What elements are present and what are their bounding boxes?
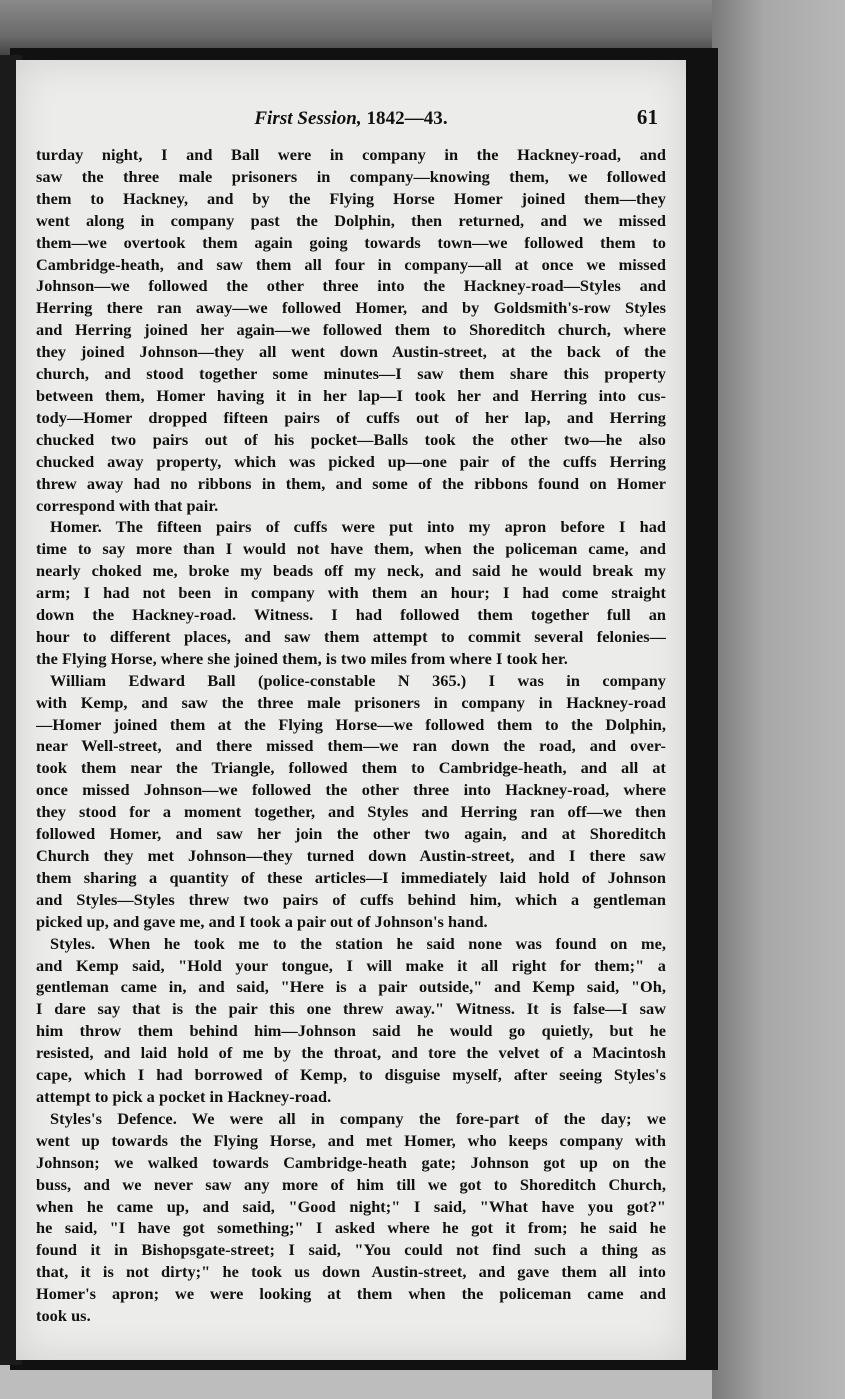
body-text [36, 144, 666, 1327]
text-line: they stood for a moment together, and Styles and Herring ran off—we then [36, 802, 666, 822]
text-line: chucked two pairs out of his pocket—Balls took the other two—he also [36, 429, 666, 449]
text-line: gentleman came in, and said, "Here is a pair outside," and Kemp said, "Oh, [36, 977, 666, 997]
text-line: nearly choked me, broke my beads off my neck, and said he would break my [36, 561, 666, 581]
text-line: hour to different places, and saw them attempt to commit several felonies— [36, 626, 666, 646]
text-line: Homer's apron; we were looking at them when the policeman came and [36, 1284, 666, 1304]
text-line: Johnson—we followed the other three into the Hackney-road—Styles and [36, 276, 666, 296]
text-line: and Styles—Styles threw two pairs of cuffs behind him, which a gentleman [36, 889, 666, 909]
text-line: and Kemp said, "Hold your tongue, I will make it all right for them;" a [36, 955, 666, 975]
text-line: took them near the Triangle, followed them to Cambridge-heath, and all at [36, 758, 666, 778]
text-line: him throw them behind him—Johnson said he would go quietly, but he [36, 1021, 666, 1041]
text-line: chucked away property, which was picked up—one pair of the cuffs Herring [36, 451, 666, 471]
text-line: and Herring joined her again—we followed them to Shoreditch church, where [36, 320, 666, 340]
text-line: Styles's Defence. We were all in company the fore-part of the day; we [50, 1108, 666, 1128]
text-line: Herring there ran away—we followed Homer, and by Goldsmith's-row Styles [36, 298, 666, 318]
text-line: Johnson; we walked towards Cambridge-heath gate; Johnson got up on the [36, 1152, 666, 1172]
text-line: saw the three male prisoners in company—knowing them, we followed [36, 166, 666, 186]
text-line: I dare say that is the pair this one threw away." Witness. It is false—I saw [36, 999, 666, 1019]
page-header [36, 105, 666, 134]
text-line: arm; I had not been in company with them an hour; I had come straight [36, 583, 666, 603]
text-line: them—we overtook them again going towards town—we followed them to [36, 232, 666, 252]
page-text-block [36, 105, 666, 1327]
text-line: followed Homer, and saw her join the other two again, and at Shoreditch [36, 824, 666, 844]
text-line: when he came up, and said, "Good night;" I said, "What have you got?" [36, 1196, 666, 1216]
text-line: he said, "I have got something;" I asked where he got it from; he said he [36, 1218, 666, 1238]
text-line: Styles. When he took me to the station he said none was found on me, [50, 933, 666, 953]
text-line: resisted, and laid hold of me by the throat, and tore the velvet of a Macintosh [36, 1043, 666, 1063]
running-head-title: First Session, [254, 108, 362, 129]
text-line: church, and stood together some minutes—I saw them share this property [36, 364, 666, 384]
text-line: Church they met Johnson—they turned down Austin-street, and I there saw [36, 846, 666, 865]
text-line: went along in company past the Dolphin, then returned, and we missed [36, 210, 666, 230]
text-line: picked up, and gave me, and I took a pair out of Johnson's hand. [36, 911, 488, 931]
text-line: tody—Homer dropped fifteen pairs of cuffs out of her lap, and Herring [36, 407, 666, 427]
text-line: them sharing a quantity of these articles—I immediately laid hold of Johnson [36, 867, 666, 887]
text-line: time to say more than I would not have them, when the policeman came, and [36, 539, 666, 559]
text-line: once missed Johnson—we followed the other three into Hackney-road, where [36, 780, 666, 800]
text-line: they joined Johnson—they all went down Austin-street, at the back of the [36, 342, 666, 362]
text-line: buss, and we never saw any more of him till we got to Shoreditch Church, [36, 1174, 666, 1194]
text-line: the Flying Horse, where she joined them, is two miles from where I took her. [36, 648, 568, 668]
running-head [36, 105, 666, 130]
text-line: William Edward Ball (police-constable N 365.) I was in company [50, 670, 666, 690]
text-line: down the Hackney-road. Witness. I had followed them together full an [36, 605, 666, 625]
text-line: threw away had no ribbons in them, and some of the ribbons found on Homer [36, 473, 666, 493]
text-line: with Kemp, and saw the three male prisoners in company in Hackney-road [36, 692, 666, 712]
book-page [16, 60, 686, 1360]
text-line: —Homer joined them at the Flying Horse—we followed them to the Dolphin, [36, 714, 666, 734]
text-line: turday night, I and Ball were in company in the Hackney-road, and [36, 145, 666, 164]
text-line: near Well-street, and there missed them—we ran down the road, and over- [36, 736, 666, 756]
text-line: correspond with that pair. [36, 495, 219, 515]
scan-border-right [712, 0, 845, 1399]
text-line: found it in Bishopsgate-street; I said, "You could not find such a thing as [36, 1240, 666, 1260]
text-line: cape, which I had borrowed of Kemp, to disguise myself, after seeing Styles's [36, 1065, 666, 1085]
text-line: that, it is not dirty;" he took us down Austin-street, and gave them all into [36, 1262, 666, 1282]
text-line: attempt to pick a pocket in Hackney-road. [36, 1086, 332, 1106]
page-number: 61 [636, 105, 658, 129]
text-line: Homer. The fifteen pairs of cuffs were put into my apron before I had [50, 517, 666, 537]
text-line: took us. [36, 1306, 91, 1326]
running-head-year: 1842—43. [366, 108, 448, 129]
text-line: between them, Homer having it in her lap—I took her and Herring into cus- [36, 385, 666, 405]
text-line: went up towards the Flying Horse, and met Homer, who keeps company with [36, 1130, 666, 1150]
text-line: them to Hackney, and by the Flying Horse Homer joined them—they [36, 188, 666, 208]
text-line: Cambridge-heath, and saw them all four in company—all at once we missed [36, 254, 666, 274]
